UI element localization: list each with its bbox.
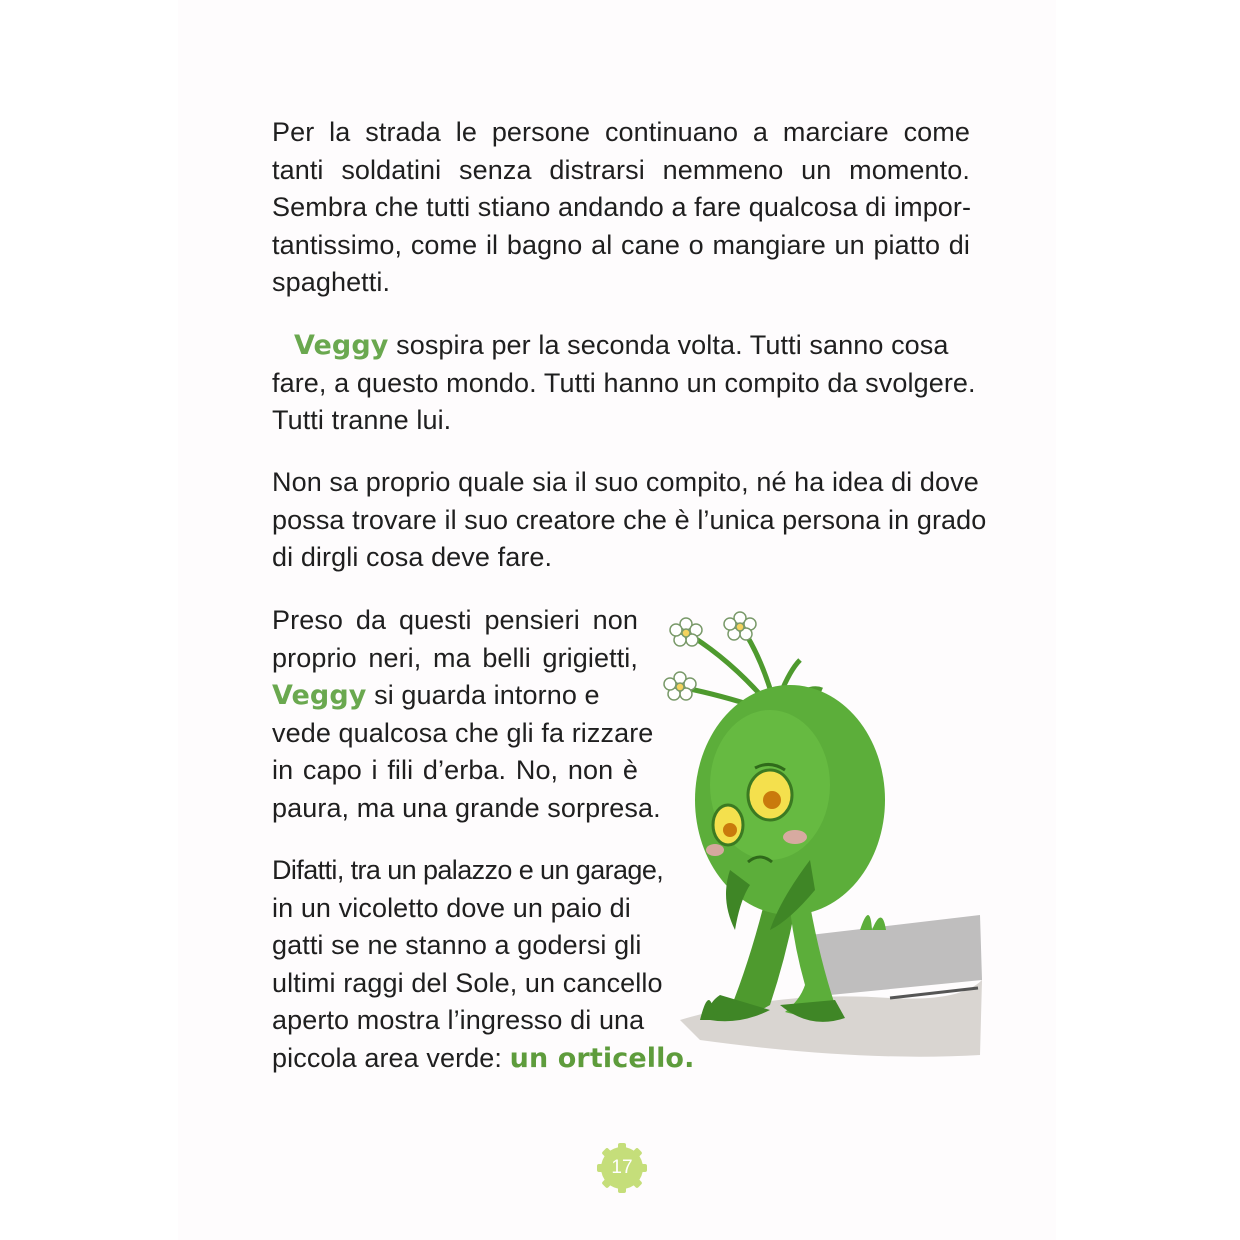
paragraph-1 bbox=[272, 114, 970, 302]
text-line: paura, ma una grande sorpresa. bbox=[272, 792, 661, 823]
text-line: fare, a questo mondo. Tutti hanno un compito da svolgere. bbox=[272, 367, 976, 398]
text-line bbox=[272, 1040, 695, 1078]
cheek bbox=[783, 830, 807, 844]
flower-icon bbox=[724, 612, 756, 640]
paragraph-5 bbox=[272, 852, 695, 1077]
text-line: in capo i fili d’erba. No, non è bbox=[272, 755, 638, 785]
paragraph-4 bbox=[272, 602, 661, 827]
highlight-text: un orticello. bbox=[509, 1042, 695, 1074]
text-line: tantissimo, come il bagno al cane o mangiare un piatto di bbox=[272, 229, 970, 260]
text-line: Difatti, tra un palazzo e un garage, bbox=[272, 855, 664, 885]
text-line: tanti soldatini senza distrarsi nemmeno un momento. bbox=[272, 154, 970, 185]
text-line: Preso da questi pensieri non bbox=[272, 605, 638, 635]
paragraph-2 bbox=[272, 327, 976, 440]
pupil bbox=[763, 791, 781, 809]
text-line: proprio neri, ma belli grigietti, bbox=[272, 642, 638, 673]
text-line: Sembra che tutti stiano andando a fare qualcosa di impor- bbox=[272, 192, 972, 222]
text-line: possa trovare il suo creatore che è l’unica persona in grado bbox=[272, 504, 987, 535]
flower-icon bbox=[670, 618, 702, 646]
text-line: spaghetti. bbox=[272, 267, 391, 297]
text-line: gatti se ne stanno a godersi gli bbox=[272, 930, 642, 960]
text-line bbox=[272, 327, 970, 365]
character-name: Veggy bbox=[272, 680, 367, 711]
paragraph-3 bbox=[272, 464, 987, 577]
text-line: Non sa proprio quale sia il suo compito, né ha idea di dove bbox=[272, 467, 979, 497]
veggy-character-illustration bbox=[660, 600, 985, 1070]
flower-icon bbox=[664, 672, 696, 700]
text-line: vede qualcosa che gli fa rizzare bbox=[272, 717, 654, 748]
pupil bbox=[723, 823, 737, 837]
text-line: Per la strada le persone continuano a marciare come bbox=[272, 117, 970, 147]
grass-tuft bbox=[860, 915, 886, 930]
text-line: aperto mostra l’ingresso di una bbox=[272, 1005, 645, 1035]
character-name: Veggy bbox=[294, 330, 389, 361]
page-number: 17 bbox=[611, 1157, 633, 1178]
text-line: di dirgli cosa deve fare. bbox=[272, 542, 553, 572]
text-segment: sospira per la seconda volta. Tutti sanno cosa bbox=[388, 330, 949, 360]
text-segment: piccola area verde: bbox=[272, 1042, 510, 1073]
text-line: Tutti tranne lui. bbox=[272, 405, 452, 435]
text-segment: si guarda intorno e bbox=[366, 680, 600, 710]
text-line: in un vicoletto dove un paio di bbox=[272, 892, 631, 923]
text-line: ultimi raggi del Sole, un cancello bbox=[272, 967, 663, 998]
wall-shape bbox=[810, 915, 982, 995]
cheek bbox=[706, 844, 724, 856]
text-line bbox=[272, 677, 638, 715]
